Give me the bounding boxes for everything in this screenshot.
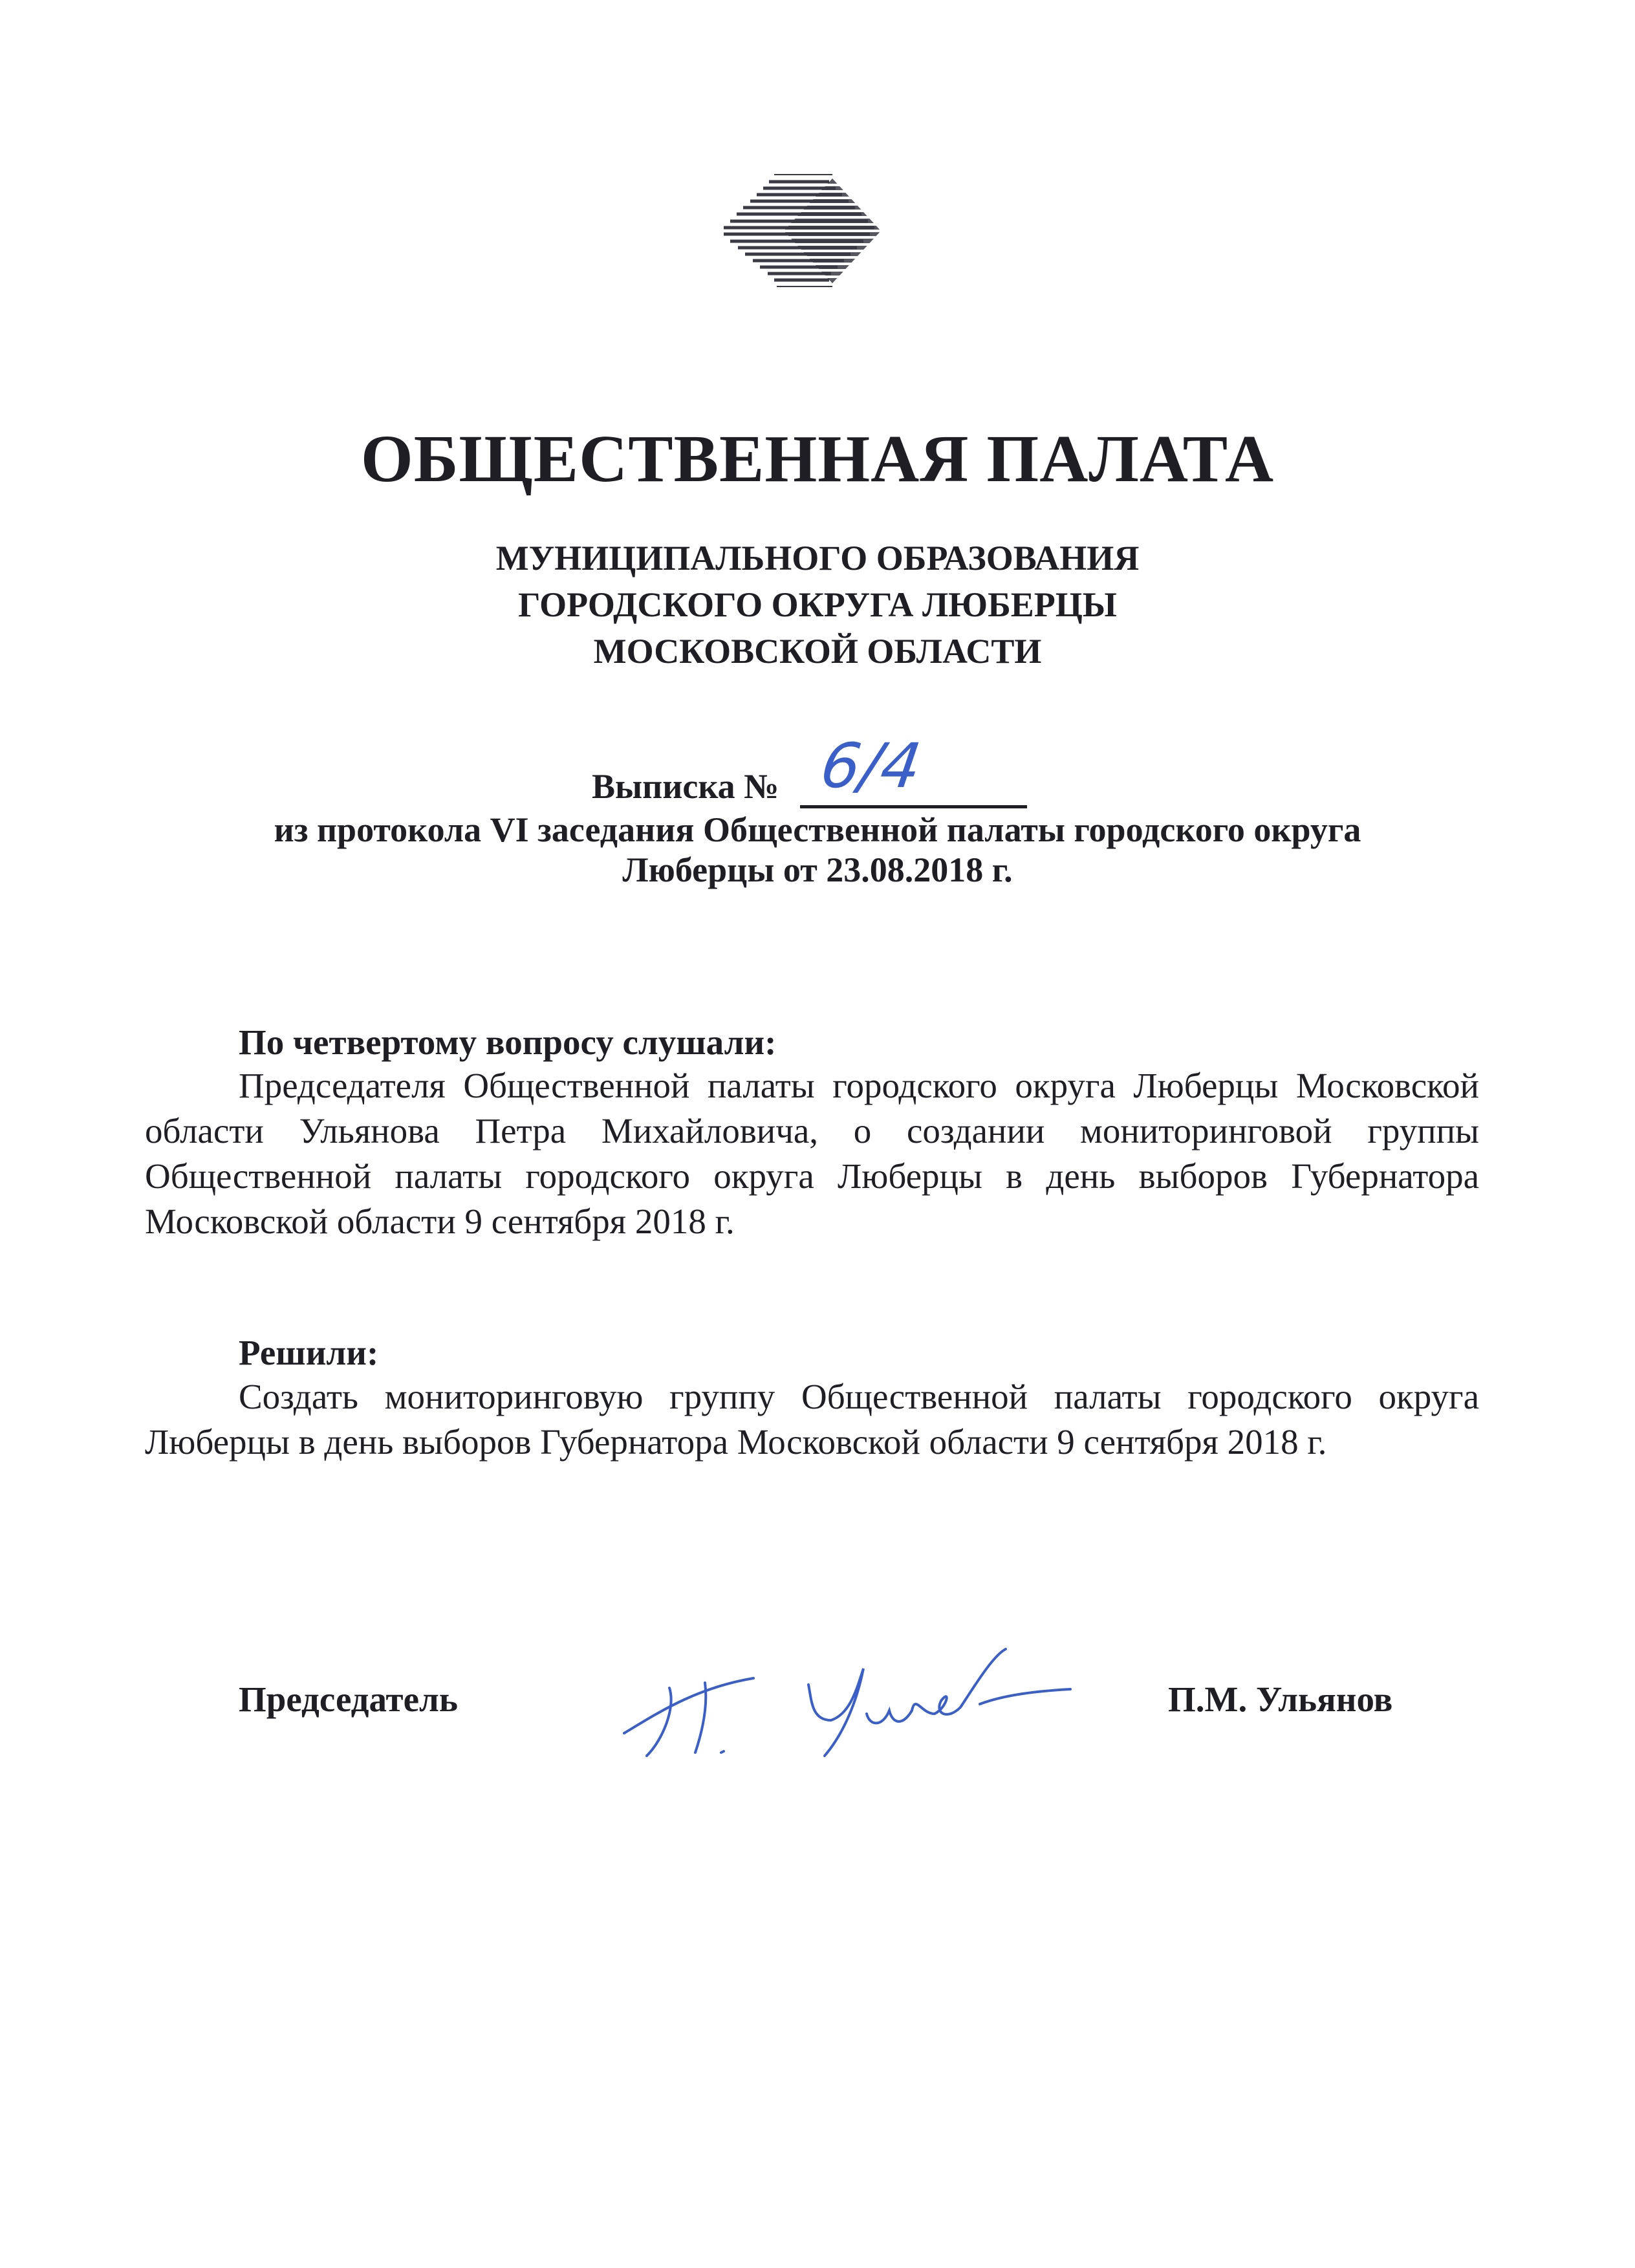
extract-line-3: Люберцы от 23.08.2018 г. (622, 850, 1013, 889)
subtitle-line-3: МОСКОВСКОЙ ОБЛАСТИ (593, 632, 1042, 671)
subtitle-line-1: МУНИЦИПАЛЬНОГО ОБРАЗОВАНИЯ (495, 539, 1140, 578)
extract-number-underline (800, 805, 1027, 808)
decided-text: Создать мониторинговую группу Общественной палаты городского округа Люберцы в день выборов Губернатора Московской области 9 сентября 2018 г. (145, 1377, 1479, 1462)
extract-line-2: из протокола VI заседания Общественной палаты городского округа (274, 810, 1361, 849)
extract-label: Выписка № (592, 767, 779, 806)
decided-paragraph (145, 1374, 1479, 1465)
logo (722, 169, 891, 292)
handwritten-signature (618, 1643, 1077, 1762)
decided-heading: Решили: (239, 1333, 379, 1372)
heard-paragraph (145, 1063, 1479, 1244)
signature-role: Председатель (239, 1679, 458, 1719)
organization-title: ОБЩЕСТВЕННАЯ ПАЛАТА (360, 422, 1275, 496)
heard-text: Председателя Общественной палаты городского округа Люберцы Московской области Ульянова Петра Михайловича, о создании мониторинговой группы Общественной палаты городского округа Люберцы в день выборов Губернатора Московской области 9 сентября 2018 г. (145, 1066, 1479, 1241)
signature-name: П.М. Ульянов (1168, 1679, 1393, 1719)
heard-heading: По четвертому вопросу слушали: (239, 1022, 777, 1062)
subtitle-line-2: ГОРОДСКОГО ОКРУГА ЛЮБЕРЦЫ (518, 585, 1117, 624)
extract-number-handwritten: 6/4 (816, 731, 926, 802)
